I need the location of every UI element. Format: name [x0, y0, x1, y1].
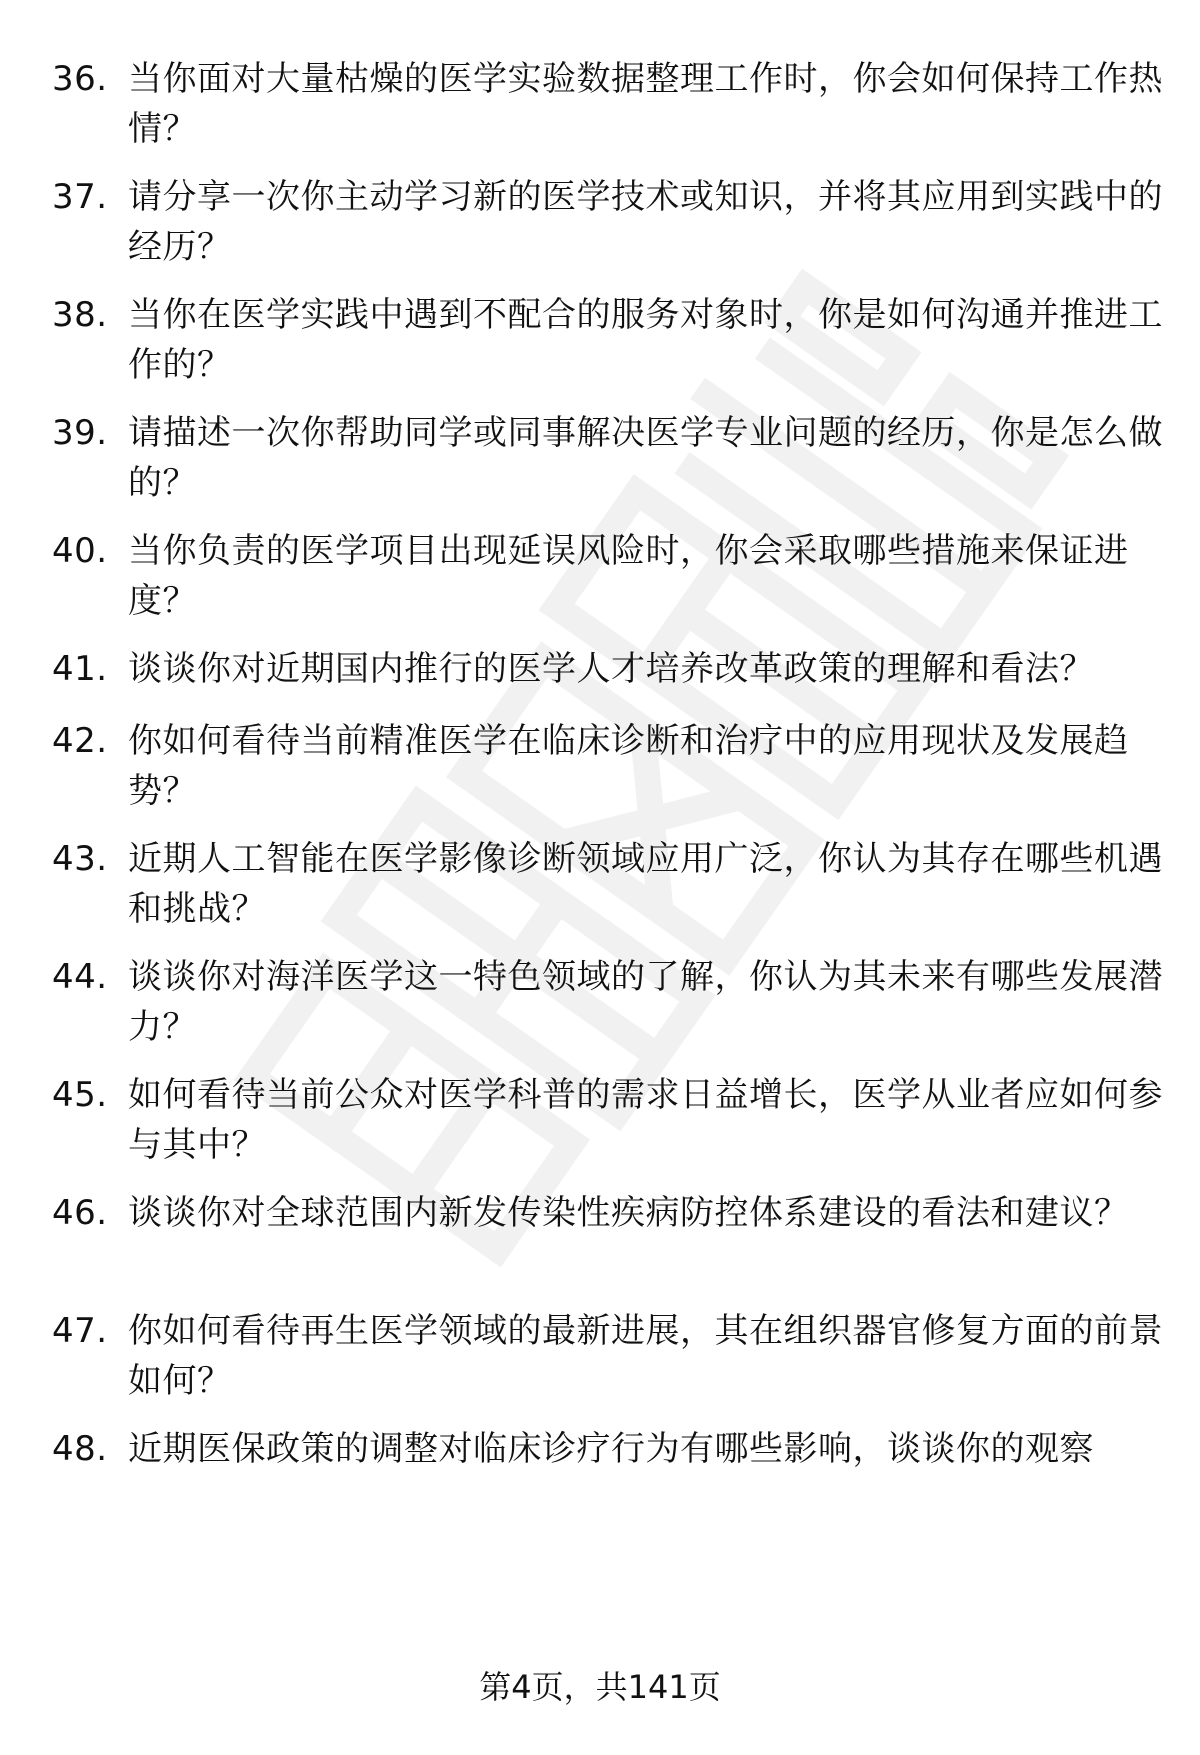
question-number: 40. [52, 531, 108, 571]
question-text: 请描述一次你帮助同学或同事解决医学专业问题的经历，你是怎么做的？ [128, 413, 1163, 503]
question-text: 你如何看待再生医学领域的最新进展，其在组织器官修复方面的前景如何？ [128, 1311, 1163, 1401]
question-text: 当你负责的医学项目出现延误风险时，你会采取哪些措施来保证进度？ [128, 531, 1129, 621]
question-text: 谈谈你对全球范围内新发传染性疾病防控体系建设的看法和建议？ [128, 1193, 1129, 1233]
question-number: 47. [52, 1311, 108, 1351]
question-text: 如何看待当前公众对医学科普的需求日益增长，医学从业者应如何参与其中？ [128, 1075, 1163, 1165]
question-text: 近期医保政策的调整对临床诊疗行为有哪些影响，谈谈你的观察 [128, 1429, 1094, 1469]
question-number: 46. [52, 1193, 108, 1233]
question-number: 45. [52, 1075, 108, 1115]
question-number: 43. [52, 839, 108, 879]
question-number: 48. [52, 1429, 108, 1469]
page-footer: 第4页，共141页 [479, 1668, 721, 1706]
question-number: 39. [52, 413, 108, 453]
question-text: 谈谈你对海洋医学这一特色领域的了解，你认为其未来有哪些发展潜力？ [128, 957, 1163, 1047]
question-text: 谈谈你对近期国内推行的医学人才培养改革政策的理解和看法？ [128, 649, 1094, 689]
question-number: 42. [52, 721, 108, 761]
question-number: 36. [52, 59, 108, 99]
question-text: 近期人工智能在医学影像诊断领域应用广泛，你认为其存在哪些机遇和挑战？ [128, 839, 1163, 929]
question-number: 38. [52, 295, 108, 335]
question-number: 37. [52, 177, 108, 217]
question-text: 你如何看待当前精准医学在临床诊断和治疗中的应用现状及发展趋势？ [128, 721, 1129, 811]
question-text: 当你面对大量枯燥的医学实验数据整理工作时，你会如何保持工作热情？ [128, 59, 1163, 149]
question-number: 44. [52, 957, 108, 997]
question-text: 当你在医学实践中遇到不配合的服务对象时，你是如何沟通并推进工作的？ [128, 295, 1163, 385]
question-text: 请分享一次你主动学习新的医学技术或知识，并将其应用到实践中的经历？ [128, 177, 1163, 267]
question-number: 41. [52, 649, 108, 689]
